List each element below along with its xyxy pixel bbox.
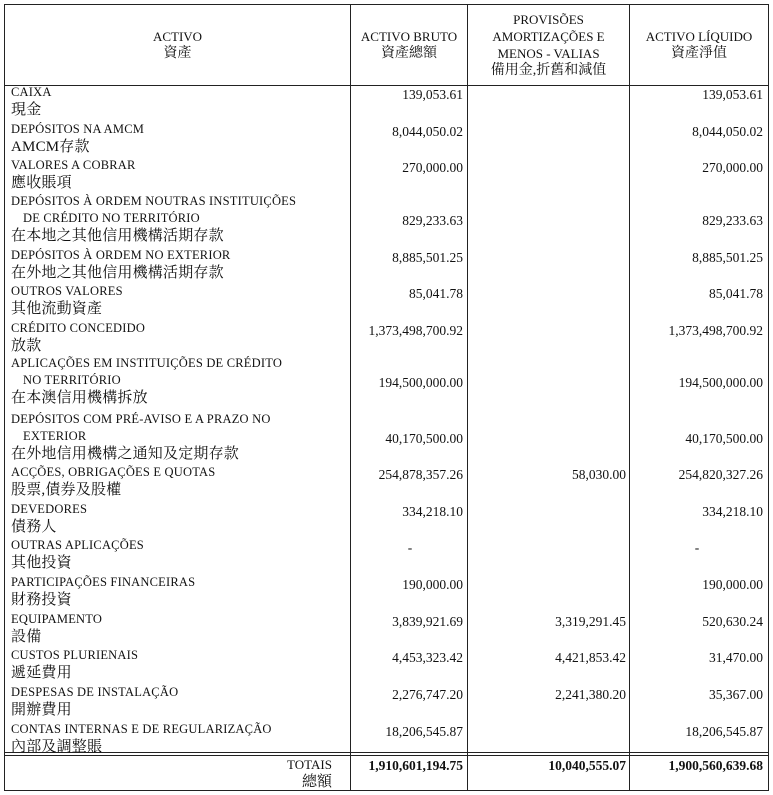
row-label bbox=[11, 574, 195, 610]
row-label-pt-continued: NO TERRITÓRIO bbox=[23, 373, 121, 387]
row-label-pt: CAIXA bbox=[11, 85, 52, 99]
totals-label-pt: TOTAIS bbox=[287, 757, 332, 772]
row-label-pt: CRÉDITO CONCEDIDO bbox=[11, 321, 146, 335]
row-label-zh: 在外地信用機構之通知及定期存款 bbox=[11, 446, 240, 462]
row-label-zh: 其他投資 bbox=[11, 555, 72, 571]
totals-row bbox=[5, 757, 768, 791]
value-provisoes: 3,319,291.45 bbox=[555, 614, 626, 629]
value-bruto: 194,500,000.00 bbox=[378, 375, 463, 390]
value-provisoes: 58,030.00 bbox=[572, 467, 626, 482]
row-label-zh: 遞延費用 bbox=[11, 665, 72, 681]
balance-sheet-table bbox=[4, 4, 769, 791]
value-provisoes: 2,241,380.20 bbox=[555, 687, 626, 702]
row-label-zh: 股票,債券及股權 bbox=[11, 482, 122, 498]
header-liquido-pt: ACTIVO LÍQUIDO bbox=[645, 29, 753, 44]
row-label bbox=[11, 247, 230, 283]
header-activo-zh: 資產 bbox=[163, 46, 192, 61]
totals-liquido: 1,900,560,639.68 bbox=[668, 758, 763, 773]
row-label-zh: 債務人 bbox=[11, 519, 57, 535]
value-bruto: - bbox=[407, 540, 413, 555]
value-bruto: 2,276,747.20 bbox=[392, 687, 463, 702]
value-liquido: - bbox=[694, 540, 700, 555]
header-provisoes bbox=[468, 5, 629, 85]
value-bruto: 270,000.00 bbox=[402, 160, 463, 175]
row-label bbox=[11, 193, 296, 246]
header-prov-pt3: MENOS - VALIAS bbox=[497, 46, 600, 61]
row-label-pt: EQUIPAMENTO bbox=[11, 612, 103, 626]
value-bruto: 190,000.00 bbox=[402, 577, 463, 592]
header-activo-pt: ACTIVO bbox=[152, 29, 203, 44]
value-bruto: 4,453,323.42 bbox=[392, 650, 463, 665]
row-label bbox=[11, 411, 271, 464]
header-prov-pt1: PROVISÕES bbox=[513, 12, 584, 27]
row-label-zh: 財務投資 bbox=[11, 592, 72, 608]
row-label-zh: 設備 bbox=[11, 629, 42, 645]
value-bruto: 8,885,501.25 bbox=[392, 250, 463, 265]
row-label-zh: 現金 bbox=[11, 102, 42, 118]
row-label-pt: VALORES A COBRAR bbox=[11, 158, 136, 172]
row-label bbox=[11, 501, 87, 537]
row-label-pt: DEPÓSITOS COM PRÉ-AVISO E A PRAZO NO bbox=[11, 412, 271, 426]
value-liquido: 254,820,327.26 bbox=[678, 467, 763, 482]
row-label-pt: APLICAÇÕES EM INSTITUIÇÕES DE CRÉDITO bbox=[11, 356, 283, 370]
value-liquido: 31,470.00 bbox=[709, 650, 763, 665]
value-liquido: 520,630.24 bbox=[702, 614, 763, 629]
row-label-pt: PARTICIPAÇÕES FINANCEIRAS bbox=[11, 575, 196, 589]
row-label bbox=[11, 684, 178, 720]
value-bruto: 1,373,498,700.92 bbox=[368, 323, 463, 338]
value-liquido: 8,885,501.25 bbox=[692, 250, 763, 265]
value-bruto: 18,206,545.87 bbox=[385, 724, 463, 739]
header-liquido-zh: 資產淨值 bbox=[671, 46, 727, 61]
row-label bbox=[11, 464, 215, 500]
row-label-zh: 應收賬項 bbox=[11, 175, 72, 191]
row-label-pt: DEPÓSITOS NA AMCM bbox=[11, 122, 145, 136]
value-liquido: 334,218.10 bbox=[702, 504, 763, 519]
row-label-pt-continued: DE CRÉDITO NO TERRITÓRIO bbox=[23, 211, 200, 225]
value-liquido: 270,000.00 bbox=[702, 160, 763, 175]
header-activo-liquido bbox=[630, 5, 768, 85]
value-bruto: 829,233.63 bbox=[402, 213, 463, 228]
header-bruto-zh: 資產總額 bbox=[381, 46, 437, 61]
row-label bbox=[11, 537, 144, 573]
value-provisoes: 4,421,853.42 bbox=[555, 650, 626, 665]
row-label-pt: OUTRAS APLICAÇÕES bbox=[11, 538, 144, 552]
header-activo-bruto bbox=[351, 5, 467, 85]
row-label-pt: DEPÓSITOS À ORDEM NO EXTERIOR bbox=[11, 248, 231, 262]
row-label-pt: DESPESAS DE INSTALAÇÃO bbox=[11, 685, 179, 699]
value-liquido: 85,041.78 bbox=[709, 286, 763, 301]
value-liquido: 190,000.00 bbox=[702, 577, 763, 592]
value-bruto: 8,044,050.02 bbox=[392, 124, 463, 139]
value-bruto: 254,878,357.26 bbox=[378, 467, 463, 482]
value-liquido: 1,373,498,700.92 bbox=[668, 323, 763, 338]
value-liquido: 18,206,545.87 bbox=[685, 724, 763, 739]
value-bruto: 40,170,500.00 bbox=[385, 431, 463, 446]
row-label-pt-continued: EXTERIOR bbox=[23, 429, 87, 443]
totals-provisoes: 10,040,555.07 bbox=[548, 758, 626, 773]
value-bruto: 139,053.61 bbox=[402, 87, 463, 102]
value-bruto: 85,041.78 bbox=[409, 286, 463, 301]
row-label-zh: 在本澳信用機構拆放 bbox=[11, 390, 148, 406]
value-liquido: 40,170,500.00 bbox=[685, 431, 763, 446]
row-label-pt: CUSTOS PLURIENAIS bbox=[11, 648, 139, 662]
value-liquido: 139,053.61 bbox=[702, 87, 763, 102]
row-label bbox=[11, 121, 144, 157]
header-divider bbox=[5, 85, 768, 86]
totals-label-zh: 總額 bbox=[301, 774, 332, 790]
row-label-pt: OUTROS VALORES bbox=[11, 284, 123, 298]
column-divider bbox=[350, 5, 351, 790]
row-label-pt: ACÇÕES, OBRIGAÇÕES E QUOTAS bbox=[11, 465, 216, 479]
totals-label bbox=[287, 757, 332, 791]
value-liquido: 8,044,050.02 bbox=[692, 124, 763, 139]
row-label bbox=[11, 721, 272, 757]
header-prov-pt2: AMORTIZAÇÕES E bbox=[492, 29, 605, 44]
header-bruto-pt: ACTIVO BRUTO bbox=[360, 29, 458, 44]
row-label-zh: 其他流動資產 bbox=[11, 301, 103, 317]
row-label-pt: DEPÓSITOS À ORDEM NOUTRAS INSTITUIÇÕES bbox=[11, 194, 297, 208]
row-label bbox=[11, 157, 136, 193]
row-label bbox=[11, 355, 282, 408]
header-activo bbox=[5, 5, 350, 85]
column-divider bbox=[467, 5, 468, 790]
row-label bbox=[11, 611, 102, 647]
value-bruto: 3,839,921.69 bbox=[392, 614, 463, 629]
header-prov-zh: 備用金,折舊和減值 bbox=[490, 63, 607, 78]
row-label bbox=[11, 84, 52, 120]
row-label-zh: 放款 bbox=[11, 338, 42, 354]
row-label-zh: 內部及調整賬 bbox=[11, 739, 103, 755]
row-label bbox=[11, 283, 123, 319]
column-divider bbox=[629, 5, 630, 790]
row-label-pt: DEVEDORES bbox=[11, 502, 88, 516]
totals-bruto: 1,910,601,194.75 bbox=[368, 758, 463, 773]
row-label-zh: 開辦費用 bbox=[11, 702, 72, 718]
row-label-zh: 在本地之其他信用機構活期存款 bbox=[11, 228, 224, 244]
value-liquido: 829,233.63 bbox=[702, 213, 763, 228]
row-label bbox=[11, 320, 145, 356]
row-label bbox=[11, 647, 138, 683]
row-label-zh: AMCM存款 bbox=[11, 139, 90, 155]
row-label-pt: CONTAS INTERNAS E DE REGULARIZAÇÃO bbox=[11, 722, 272, 736]
value-liquido: 194,500,000.00 bbox=[678, 375, 763, 390]
value-bruto: 334,218.10 bbox=[402, 504, 463, 519]
row-label-zh: 在外地之其他信用機構活期存款 bbox=[11, 265, 224, 281]
value-liquido: 35,367.00 bbox=[709, 687, 763, 702]
